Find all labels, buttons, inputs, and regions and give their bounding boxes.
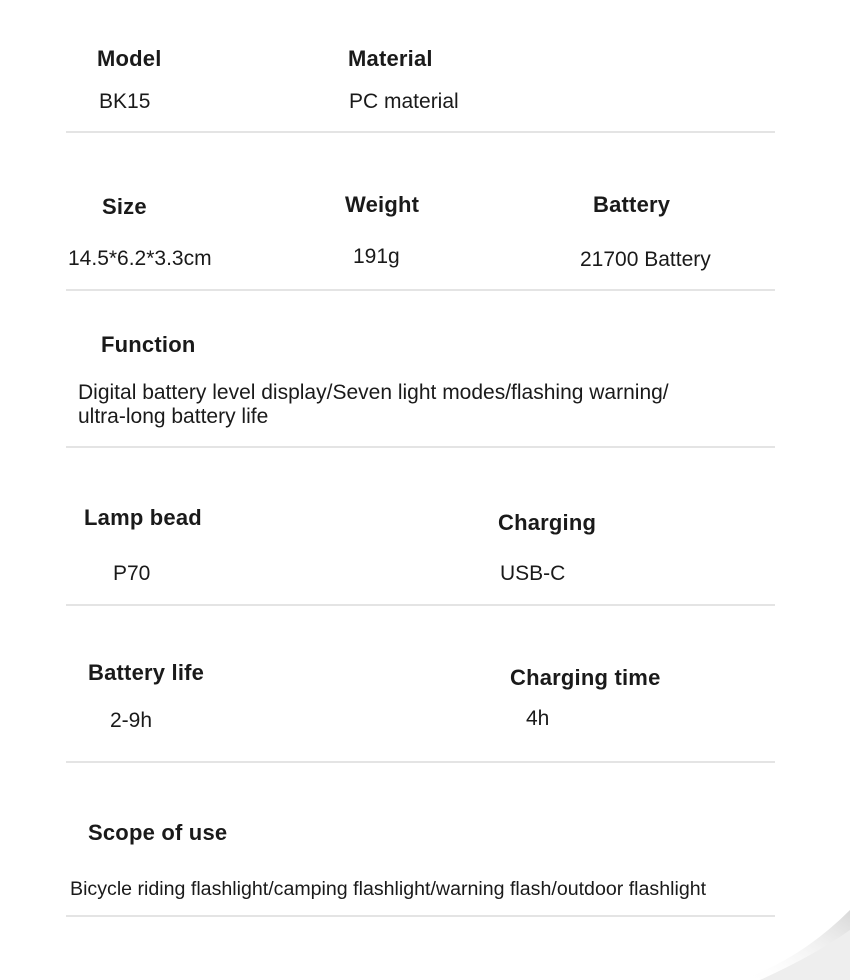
battery-life-label: Battery life — [88, 660, 205, 685]
function-line: Digital battery level display/Seven light modes/flashing warning/ — [78, 381, 669, 404]
charging-time-value: 4h — [526, 707, 550, 730]
function-value — [78, 381, 669, 429]
charging-time-label: Charging time — [510, 665, 661, 690]
function-line: ultra-long battery life — [78, 405, 269, 428]
divider — [66, 131, 775, 133]
size-label: Size — [102, 194, 147, 219]
scope-label: Scope of use — [88, 820, 228, 845]
battery-value: 21700 Battery — [580, 248, 711, 271]
divider — [66, 761, 775, 763]
battery-label: Battery — [593, 192, 671, 217]
model-label: Model — [97, 46, 162, 71]
weight-value: 191g — [353, 245, 400, 268]
divider — [66, 604, 775, 606]
lamp-bead-label: Lamp bead — [84, 505, 202, 530]
charging-value: USB-C — [500, 562, 566, 585]
charging-label: Charging — [498, 510, 597, 535]
model-value: BK15 — [99, 90, 151, 113]
divider — [66, 915, 775, 917]
function-label: Function — [101, 332, 196, 357]
scope-value: Bicycle riding flashlight/camping flashlight/warning flash/outdoor flashlight — [70, 878, 707, 900]
battery-life-value: 2-9h — [110, 709, 153, 732]
lamp-bead-value: P70 — [113, 562, 151, 585]
divider — [66, 446, 775, 448]
size-value: 14.5*6.2*3.3cm — [68, 247, 212, 270]
material-value: PC material — [349, 90, 459, 113]
weight-label: Weight — [345, 192, 420, 217]
divider — [66, 289, 775, 291]
corner-decoration — [730, 900, 850, 980]
material-label: Material — [348, 46, 433, 71]
